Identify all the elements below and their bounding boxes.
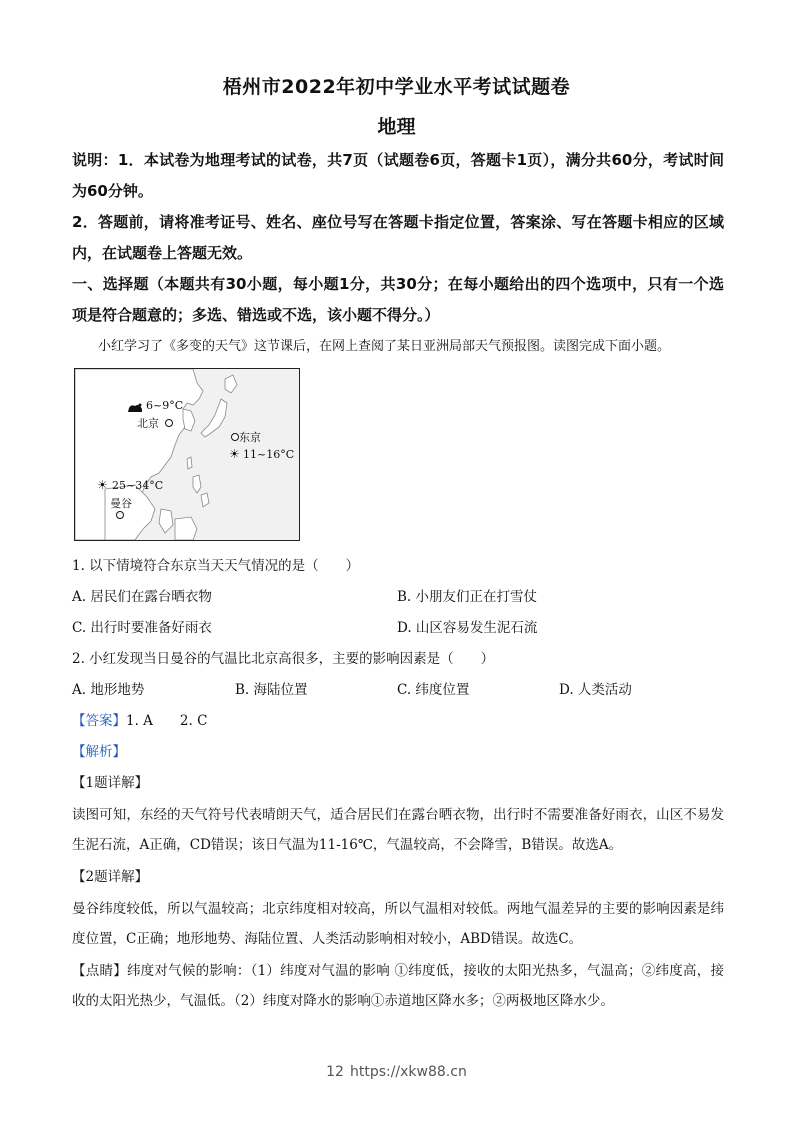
answer-text: 1. A 2. C — [126, 713, 208, 729]
source-link[interactable]: https://xkw88.cn — [349, 1064, 467, 1080]
question-2-stem: 2. 小红发现当日曼谷的气温比北京高很多，主要的影响因素是（ ） — [72, 651, 495, 667]
beijing-label: 北京 — [137, 417, 159, 430]
subject-title: 地理 — [377, 116, 416, 138]
question-2-option-c: C. 纬度位置 — [397, 682, 470, 698]
instruction-1: 说明：1．本试卷为地理考试的试卷，共7页（试题卷6页，答题卡1页），满分共60分，考试时间为60分钟。 — [72, 151, 724, 200]
section-heading: 一、选择题（本题共有30小题，每小题1分，共30分；在每小题给出的四个选项中，只有一个选项是符合题意的；多选、错选或不选，该小题不得分。） — [72, 275, 724, 324]
question-2-option-d: D. 人类活动 — [559, 682, 632, 698]
tokyo-label: 东京 — [239, 431, 261, 444]
question-1-option-c: C. 出行时要准备好雨衣 — [72, 620, 212, 636]
snow-cloud-icon — [127, 399, 143, 410]
question-1-option-a: A. 居民们在露台晒衣物 — [72, 589, 212, 605]
tokyo-city-marker-icon — [231, 433, 239, 441]
q1-analysis-heading: 【1题详解】 — [72, 775, 149, 791]
answer-tag: 【答案】 — [72, 713, 126, 729]
beijing-city-marker-icon — [165, 419, 173, 427]
sun-icon: ☀ — [97, 478, 108, 492]
question-1-option-b: B. 小朋友们正在打雪仗 — [397, 589, 538, 605]
q2-analysis-text: 曼谷纬度较低，所以气温较高；北京纬度相对较高，所以气温相对较低。两地气温差异的主要的影响因素是纬度位置，C正确；地形地势、海陆位置、人类活动影响相对较小，ABD错误。故选C。 — [72, 901, 724, 947]
beijing-temperature: 6~9°C — [146, 399, 184, 412]
question-1-option-d: D. 山区容易发生泥石流 — [397, 620, 538, 636]
exam-title: 梧州市2022年初中学业水平考试试题卷 — [222, 76, 571, 98]
page-footer — [0, 1064, 793, 1080]
bangkok-temperature: 25~34°C — [112, 479, 164, 492]
bangkok-city-marker-icon — [116, 511, 124, 519]
question-1-stem: 1. 以下情境符合东京当天天气情况的是（ ） — [72, 558, 360, 574]
analysis-tag: 【解析】 — [72, 744, 126, 760]
q2-analysis-heading: 【2题详解】 — [72, 869, 149, 885]
tokyo-temperature: 11~16°C — [243, 448, 295, 461]
sun-icon: ☀ — [229, 447, 240, 461]
bangkok-label: 曼谷 — [110, 497, 132, 510]
tip-text: 【点睛】纬度对气候的影响：（1）纬度对气温的影响 ①纬度低，接收的太阳光热多，气温高；②纬度高，接收的太阳光热少，气温低。（2）纬度对降水的影响①赤道地区降水多；②两极地区降水少。 — [72, 963, 724, 1009]
instruction-2: 2．答题前，请将准考证号、姓名、座位号写在答题卡指定位置，答案涂、写在答题卡相应的区域内，在试题卷上答题无效。 — [72, 213, 724, 262]
answer-line — [72, 711, 207, 731]
passage-text: 小红学习了《多变的天气》这节课后，在网上查阅了某日亚洲局部天气预报图。读图完成下面小题。 — [98, 339, 671, 354]
question-2-option-a: A. 地形地势 — [72, 682, 145, 698]
page-number: 12 — [326, 1064, 344, 1080]
q1-analysis-text: 读图可知，东经的天气符号代表晴朗天气，适合居民们在露台晒衣物，出行时不需要准备好雨衣，山区不易发生泥石流，A正确，CD错误；该日气温为11-16℃，气温较高，不会降雪，B错误。故选A。 — [72, 807, 724, 853]
weather-map — [74, 368, 300, 541]
question-2-option-b: B. 海陆位置 — [235, 682, 308, 698]
